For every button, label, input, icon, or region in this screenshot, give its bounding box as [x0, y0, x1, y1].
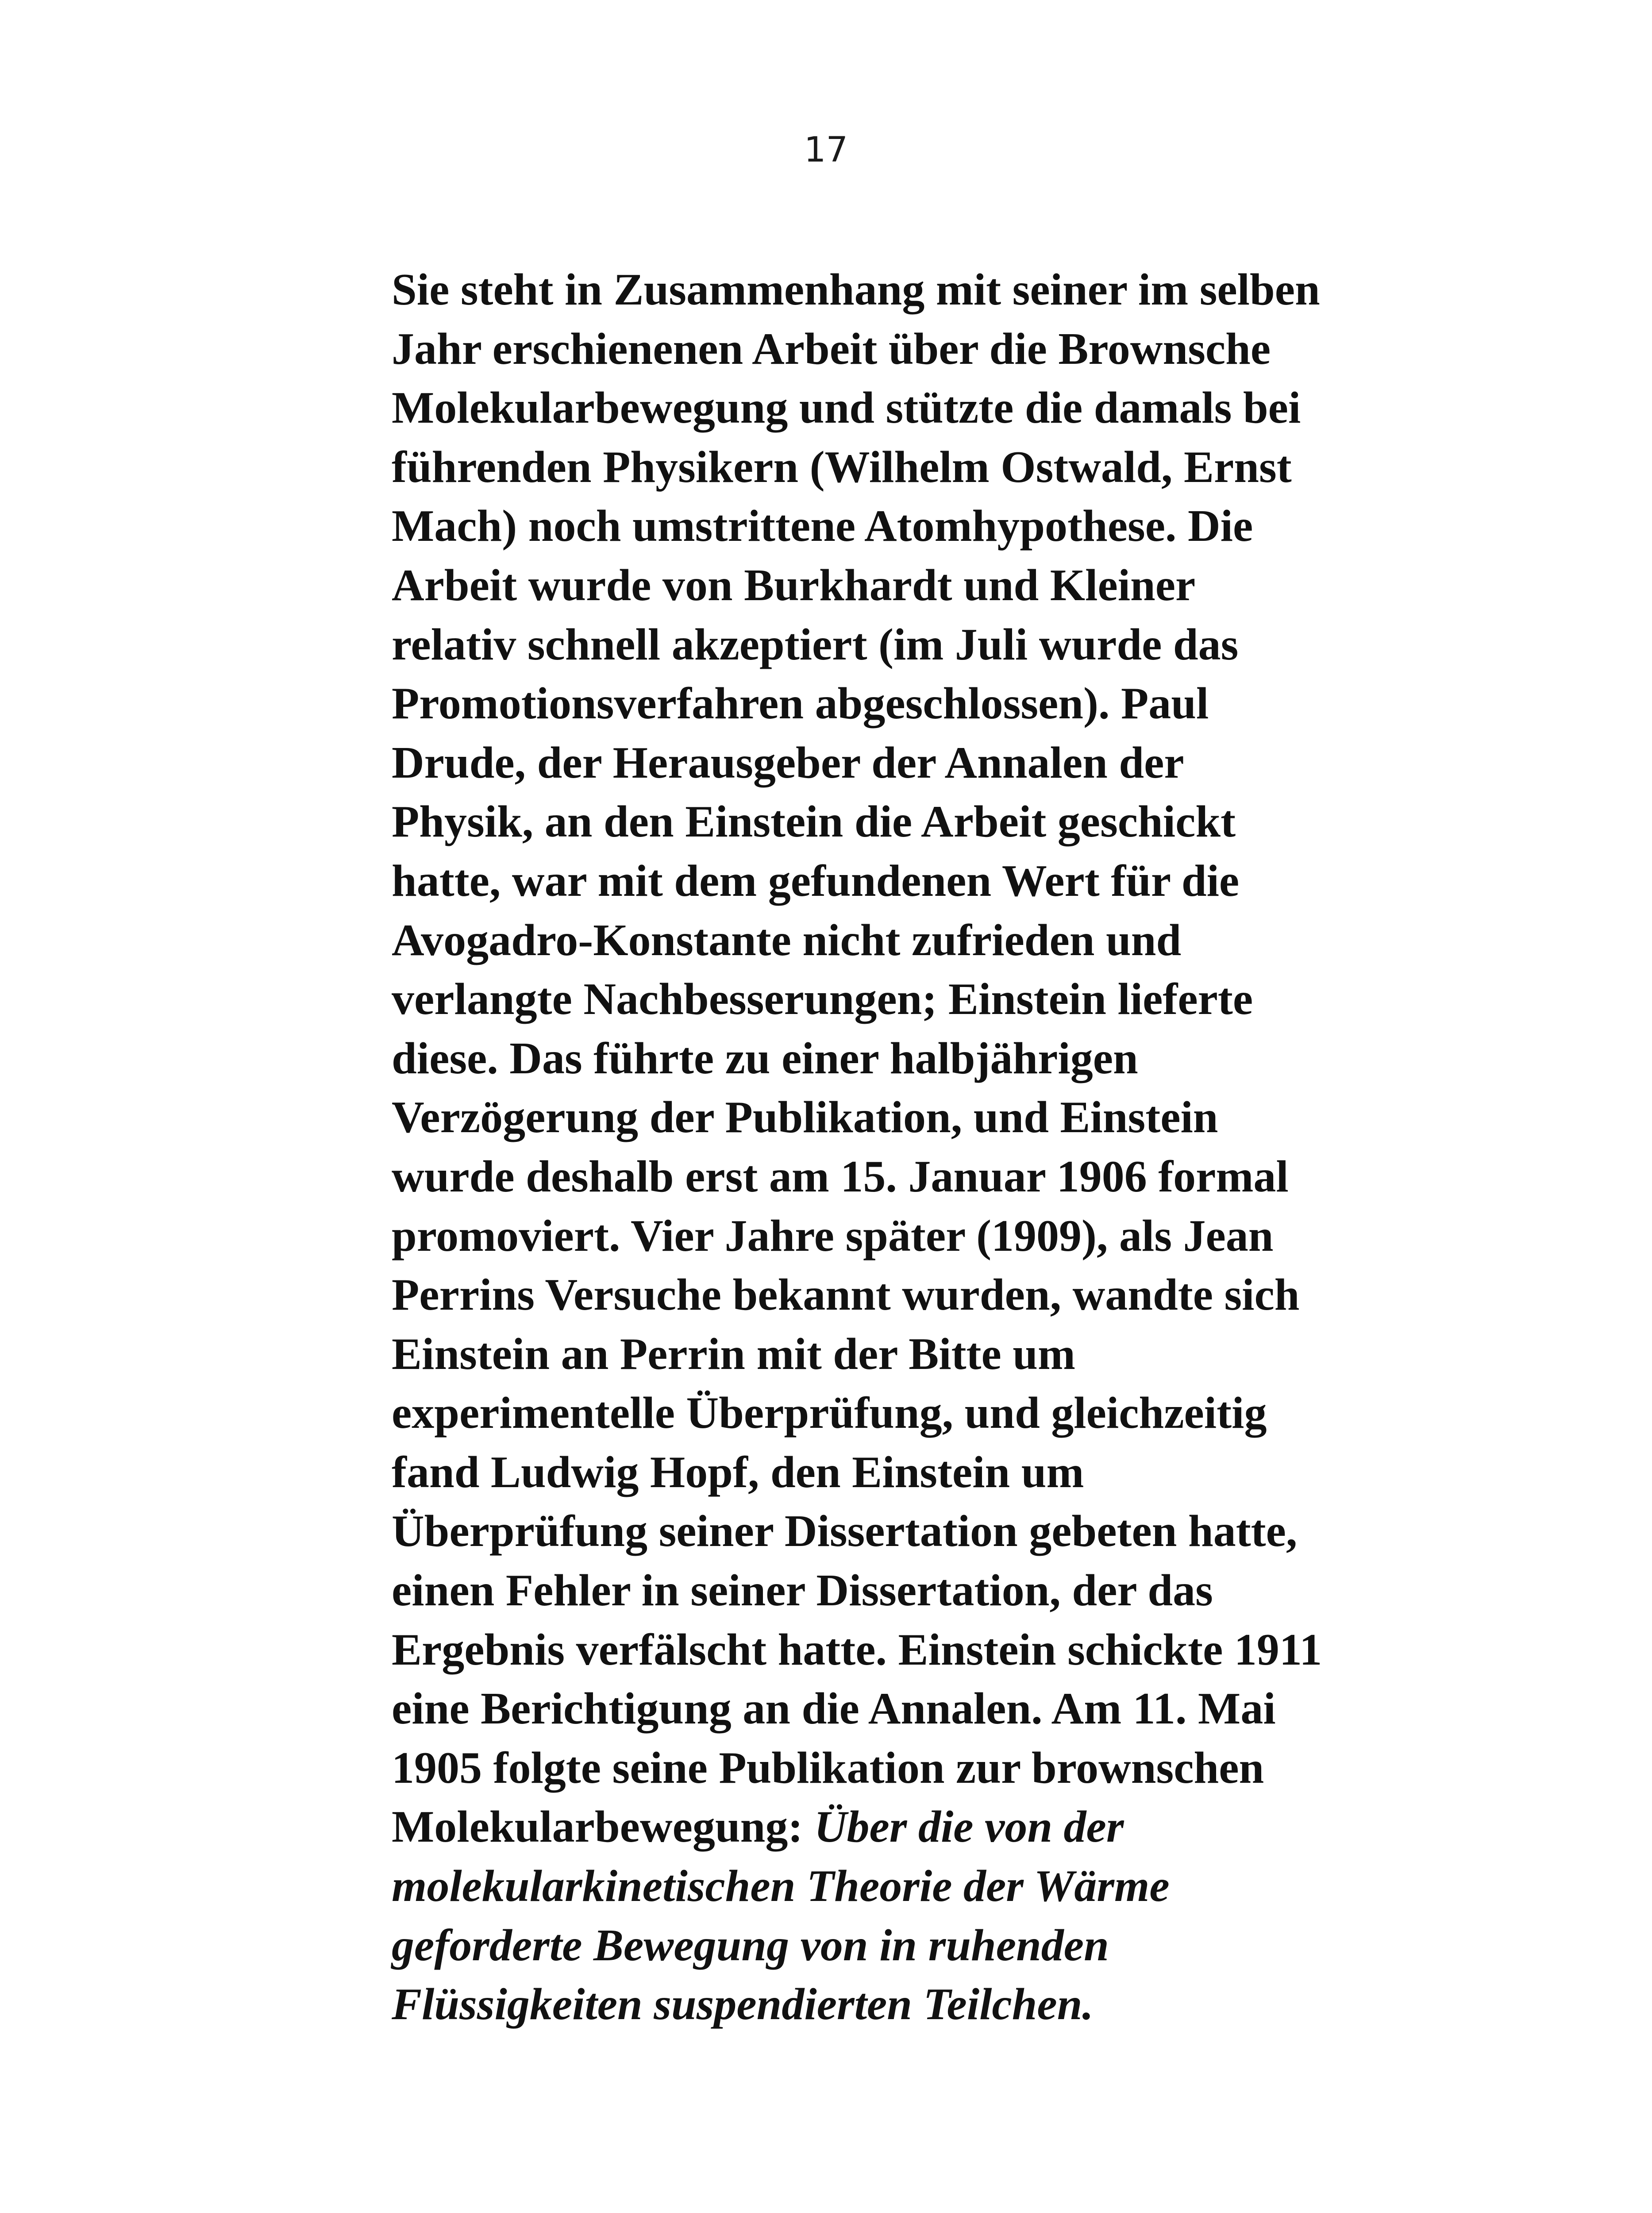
page-number: 17: [804, 130, 848, 170]
publication-title-line: molekularkinetischen Theorie der Wärme: [392, 1861, 1170, 1912]
publication-title-line: Flüssigkeiten suspendierten Teilchen.: [392, 1979, 1094, 2030]
text-line: Arbeit wurde von Burkhardt und Kleiner: [392, 560, 1196, 610]
text-line: Einstein an Perrin mit der Bitte um: [392, 1329, 1075, 1379]
publication-title-part: Über die von der: [814, 1802, 1124, 1852]
title-intro-text: Molekularbewegung:: [392, 1802, 814, 1852]
text-line-with-title: [392, 1797, 1322, 1857]
publication-title-line: geforderte Bewegung von in ruhenden: [392, 1920, 1109, 1970]
text-line: 1905 folgte seine Publikation zur brownschen: [392, 1743, 1264, 1793]
text-line: führenden Physikern (Wilhelm Ostwald, Ernst: [392, 442, 1292, 492]
text-line: verlangte Nachbesserungen; Einstein lieferte: [392, 974, 1253, 1025]
text-line: Überprüfung seiner Dissertation gebeten hatte,: [392, 1506, 1298, 1557]
text-line: einen Fehler in seiner Dissertation, der das: [392, 1565, 1213, 1616]
text-line: Molekularbewegung und stützte die damals bei: [392, 383, 1301, 433]
text-line: Ergebnis verfälscht hatte. Einstein schickte 1911: [392, 1624, 1322, 1675]
text-line: diese. Das führte zu einer halbjährigen: [392, 1033, 1138, 1083]
text-line: Drude, der Herausgeber der Annalen der: [392, 737, 1184, 788]
text-line: fand Ludwig Hopf, den Einstein um: [392, 1447, 1084, 1497]
text-line: eine Berichtigung an die Annalen. Am 11. Mai: [392, 1684, 1276, 1734]
text-line: Verzögerung der Publikation, und Einstein: [392, 1092, 1218, 1143]
text-line: wurde deshalb erst am 15. Januar 1906 formal: [392, 1151, 1289, 1202]
text-line: Promotionsverfahren abgeschlossen). Paul: [392, 679, 1209, 729]
text-line: Physik, an den Einstein die Arbeit geschickt: [392, 797, 1236, 847]
text-line: hatte, war mit dem gefundenen Wert für die: [392, 856, 1240, 906]
text-line: Jahr erschienenen Arbeit über die Brownsche: [392, 324, 1271, 374]
text-line: Perrins Versuche bekannt wurden, wandte sich: [392, 1270, 1300, 1320]
text-line: Avogadro-Konstante nicht zufrieden und: [392, 915, 1182, 965]
text-line: Sie steht in Zusammenhang mit seiner im selben: [392, 265, 1320, 315]
body-paragraph: [392, 260, 1322, 2034]
text-line: promoviert. Vier Jahre später (1909), als Jean: [392, 1211, 1274, 1261]
text-line: experimentelle Überprüfung, und gleichzeitig: [392, 1388, 1267, 1438]
text-line: relativ schnell akzeptiert (im Juli wurde das: [392, 619, 1239, 670]
text-line: Mach) noch umstrittene Atomhypothese. Die: [392, 501, 1253, 551]
